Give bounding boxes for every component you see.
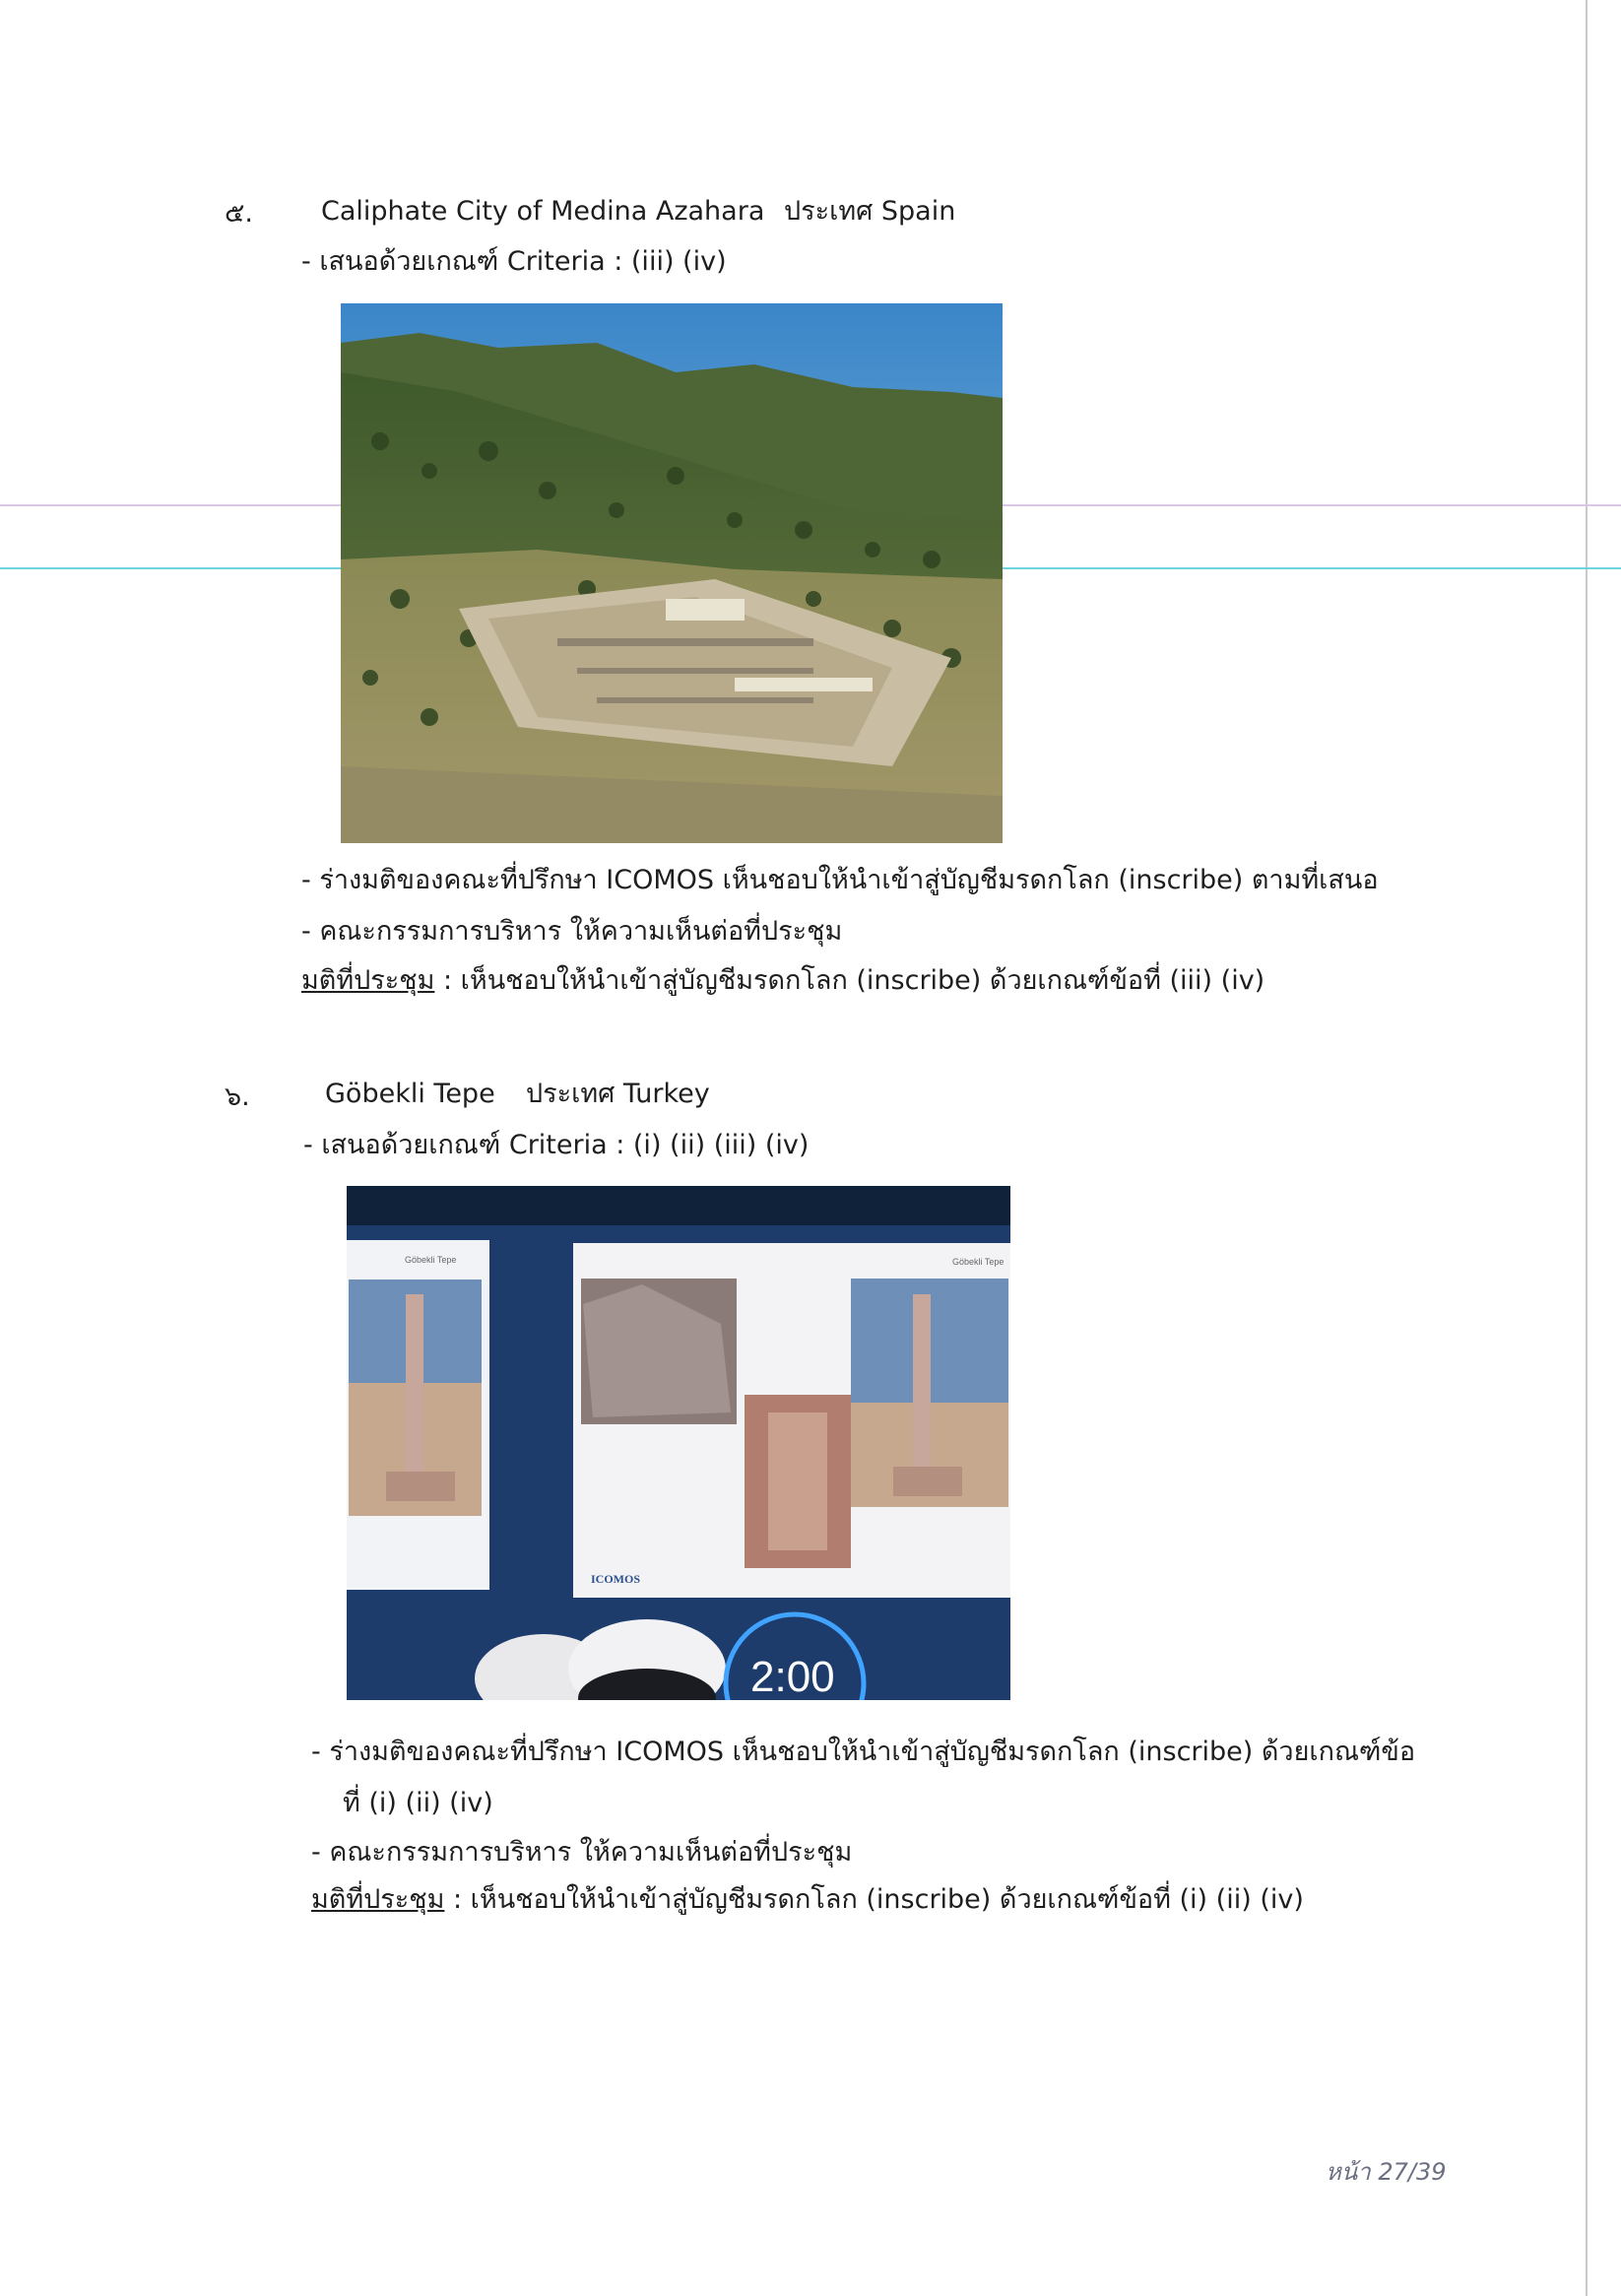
icomos-draft-bullet: - ร่างมติของคณะที่ปรึกษา ICOMOS เห็นชอบให้นำเข้าสู่บัญชีมรดกโลก (inscribe) ด้วยเกณฑ์ข้อ bbox=[311, 1737, 1416, 1767]
page-number: หน้า 27/39 bbox=[1326, 2158, 1447, 2186]
section-number: ๖. bbox=[225, 1082, 250, 1112]
slide-caption-left: Göbekli Tepe bbox=[405, 1255, 457, 1265]
resolution-label: มติที่ประชุม bbox=[311, 1884, 445, 1915]
icomos-logo-text: ICOMOS bbox=[591, 1572, 641, 1586]
timer-display: 2:00 bbox=[750, 1653, 835, 1700]
icomos-draft-bullet: - ร่างมติของคณะที่ปรึกษา ICOMOS เห็นชอบให้นำเข้าสู่บัญชีมรดกโลก (inscribe) ตามที่เสนอ bbox=[301, 865, 1379, 895]
resolution-line bbox=[301, 964, 1264, 998]
criteria-line: - เสนอด้วยเกณฑ์ Criteria : (i) (ii) (iii) (iv) bbox=[303, 1130, 810, 1160]
site-title: Caliphate City of Medina Azahara bbox=[321, 196, 765, 227]
site-country: ประเทศ Turkey bbox=[526, 1079, 710, 1109]
gobekli-tepe-slide-photo bbox=[347, 1186, 1010, 1700]
section-number: ๕. bbox=[225, 198, 254, 229]
criteria-line: - เสนอด้วยเกณฑ์ Criteria : (iii) (iv) bbox=[301, 246, 727, 277]
site-title: Göbekli Tepe bbox=[325, 1079, 495, 1109]
resolution-line bbox=[311, 1883, 1304, 1917]
icomos-draft-bullet-cont: ที่ (i) (ii) (iv) bbox=[343, 1788, 493, 1818]
site-country: ประเทศ Spain bbox=[784, 196, 956, 227]
resolution-label: มติที่ประชุม bbox=[301, 965, 435, 996]
committee-bullet: - คณะกรรมการบริหาร ให้ความเห็นต่อที่ประชุม bbox=[301, 916, 843, 947]
resolution-text: : เห็นชอบให้นำเข้าสู่บัญชีมรดกโลก (inscribe) ด้วยเกณฑ์ข้อที่ (iii) (iv) bbox=[434, 965, 1265, 996]
medina-azahara-photo bbox=[341, 303, 1003, 843]
resolution-text: : เห็นชอบให้นำเข้าสู่บัญชีมรดกโลก (inscribe) ด้วยเกณฑ์ข้อที่ (i) (ii) (iv) bbox=[444, 1884, 1304, 1915]
slide-caption-right: Göbekli Tepe bbox=[952, 1257, 1005, 1267]
scan-page-edge bbox=[1586, 0, 1588, 2296]
committee-bullet: - คณะกรรมการบริหาร ให้ความเห็นต่อที่ประชุม bbox=[311, 1837, 853, 1868]
